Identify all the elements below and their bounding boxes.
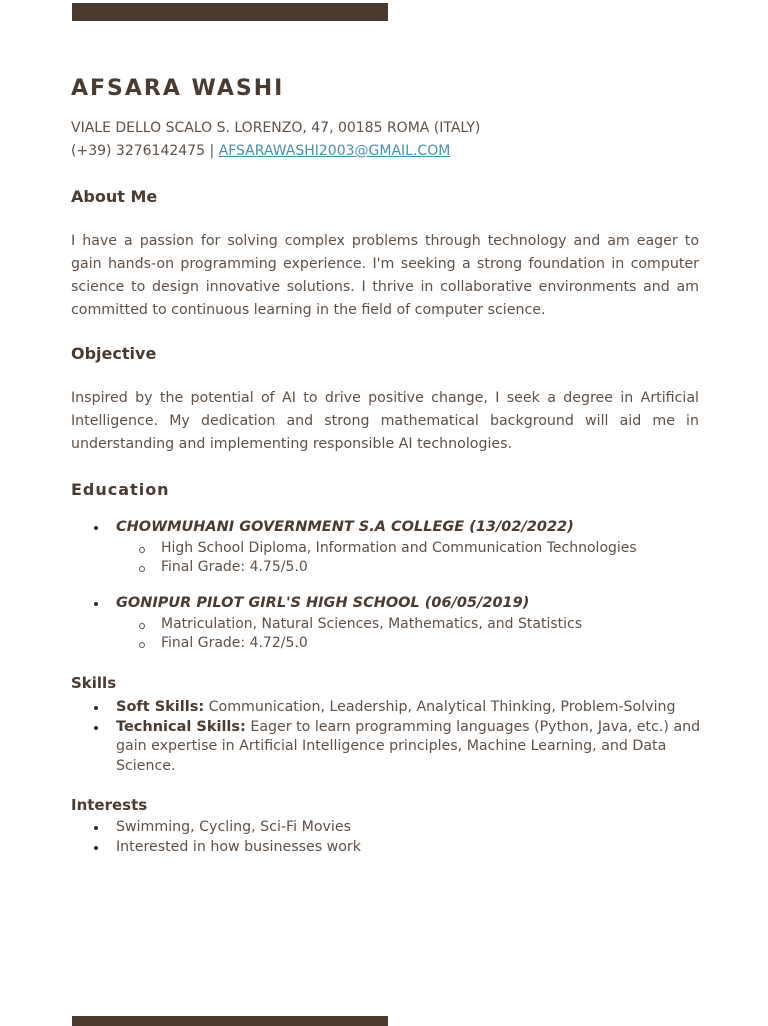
contact-separator: |	[209, 143, 215, 159]
interests-heading: Interests	[71, 796, 148, 814]
skill-item	[116, 718, 716, 777]
interest-item: Swimming, Cycling, Sci-Fi Movies	[116, 818, 716, 838]
school-title: GONIPUR PILOT GIRL'S HIGH SCHOOL (06/05/2019)	[116, 595, 530, 611]
soft-skills-label: Soft Skills:	[116, 699, 205, 715]
education-item	[116, 518, 716, 578]
education-list	[71, 518, 716, 578]
objective-heading: Objective	[71, 344, 157, 363]
school-title: CHOWMUHANI GOVERNMENT S.A COLLEGE (13/02/2022)	[116, 519, 574, 535]
about-heading: About Me	[71, 187, 158, 206]
phone-number: (+39) 3276142475	[71, 143, 205, 159]
technical-skills-label: Technical Skills:	[116, 718, 246, 735]
address-line: VIALE DELLO SCALO S. LORENZO, 47, 00185 ROMA (ITALY)	[71, 120, 481, 136]
soft-skills-text: Communication, Leadership, Analytical Thinking, Problem-Solving	[208, 699, 676, 715]
candidate-name: AFSARA WASHI	[71, 76, 285, 101]
school-detail: Final Grade: 4.72/5.0	[161, 634, 716, 654]
about-text: I have a passion for solving complex problems through technology and am eager to gain hands-on programming experience. I'm seeking a strong foundation in computer science to design innovative solutions. I thrive in collaborative environments and am committed to continuous learning in the field of computer science.	[71, 233, 699, 318]
interest-item: Interested in how businesses work	[116, 838, 716, 858]
education-list	[71, 594, 716, 654]
education-heading: Education	[71, 480, 170, 499]
school-detail: High School Diploma, Information and Communication Technologies	[161, 539, 716, 559]
school-detail: Final Grade: 4.75/5.0	[161, 558, 716, 578]
technical-skills-text: Eager to learn programming languages (Python, Java, etc.) and gain expertise in Artificial Intelligence principles, Machine Learning, and Data Science.	[116, 718, 701, 774]
skills-list	[71, 698, 716, 776]
skills-heading: Skills	[71, 674, 117, 692]
bottom-decorative-bar	[72, 1016, 388, 1026]
education-item	[116, 594, 716, 654]
skill-item	[116, 698, 716, 718]
school-details	[116, 539, 716, 578]
objective-text: Inspired by the potential of AI to drive positive change, I seek a degree in Artificial Intelligence. My dedication and strong mathematical background will aid me in understanding and implementing responsible AI technologies.	[71, 390, 699, 452]
top-decorative-bar	[72, 3, 388, 21]
school-details	[116, 615, 716, 654]
contact-line	[71, 143, 450, 159]
interests-list	[71, 818, 716, 857]
school-detail: Matriculation, Natural Sciences, Mathematics, and Statistics	[161, 615, 716, 635]
email-link[interactable]: AFSARAWASHI2003@GMAIL.COM	[218, 143, 451, 159]
